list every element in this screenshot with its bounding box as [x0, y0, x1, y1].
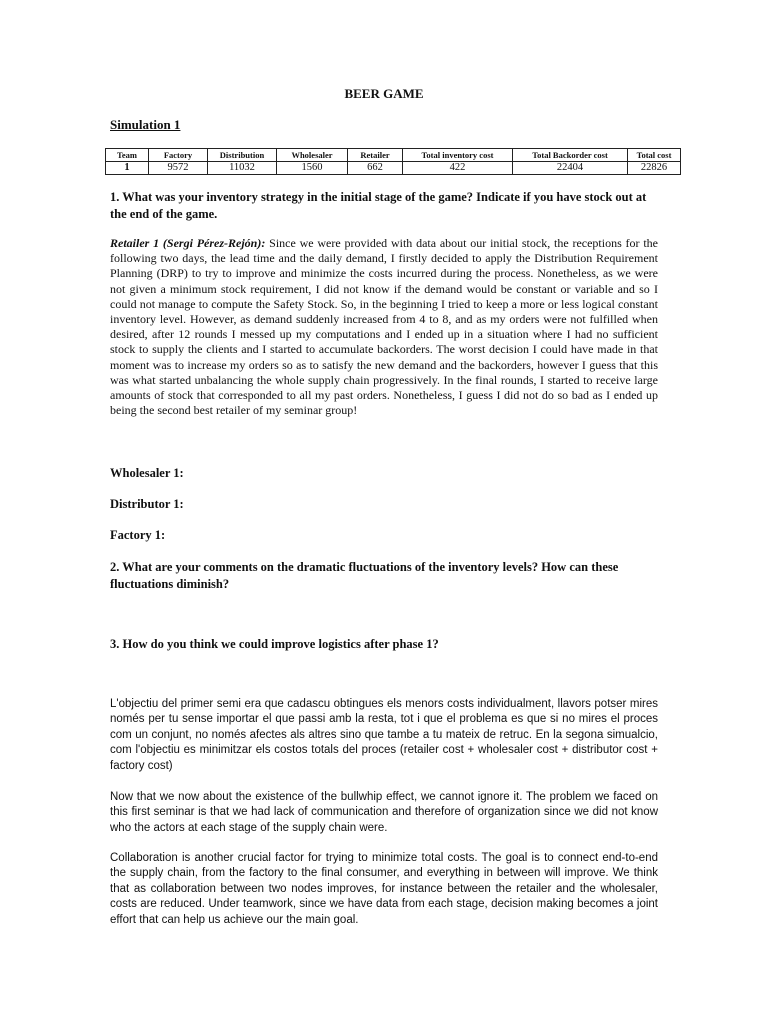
cell-retailer: 662 — [348, 162, 403, 175]
results-table — [105, 148, 681, 175]
header-distribution: Distribution — [208, 149, 277, 162]
header-total-cost: Total cost — [628, 149, 681, 162]
simulation-heading: Simulation 1 — [110, 117, 181, 132]
factory-label: Factory 1: — [110, 528, 166, 542]
document-title: BEER GAME — [344, 86, 424, 101]
question-1: 1. What was your inventory strategy in the initial stage of the game? Indicate if you have stock out at the end of the game. — [110, 190, 647, 221]
table-header-row — [106, 149, 681, 162]
question-3: 3. How do you think we could improve logistics after phase 1? — [110, 637, 439, 651]
paragraph-catalan: L'objectiu del primer semi era que cadascu obtingues els menors costs individualment, llavors potser mires només per tu sense importar el que passi amb la resta, tot i que el problema es que si no mires el proces com un conjunt, no només afectes als altres sino que tambe a tu mateix de retruc. En la segona simualcio, com l'objectiu es minimitzar els costos totals del proces (retailer cost + wholesaler cost + distributor cost + factory cost) — [110, 698, 658, 772]
retailer-answer — [110, 236, 658, 418]
cell-factory: 9572 — [149, 162, 208, 175]
header-wholesaler: Wholesaler — [277, 149, 348, 162]
retailer-text: Since we were provided with data about our initial stock, the receptions for the following two days, the lead time and the daily demand, I firstly decided to apply the Distribution Requirement Planning (DRP) to try to improve and minimize the costs incurred during the process. Nonetheless, as we were not given a minimum stock requirement, I did not know if the demand would be constant or variable and so I could not manage to compute the Safety Stock. So, in the beginning I tried to keep a more or less logical constant inventory level. However, as demand suddenly increased from 4 to 8, and as my orders were not fulfilled when desired, after 12 rounds I messed up my computations and I ended up in a situation where I had no sufficient stock to supply the clients and I started to accumulate backorders. The worst decision I could have made in that moment was to increase my orders so as to satisfy the new demand and the backorders, however I guess that this was what started unbalancing the whole supply chain progressively. In the final rounds, I started to receive large amounts of stock that corresponded to all my past orders. Nonetheless, I guess I did not do so bad as I ended up being the second best retailer of my seminar group! — [110, 236, 658, 418]
cell-distribution: 11032 — [208, 162, 277, 175]
table-row — [106, 162, 681, 175]
cell-total-cost: 22826 — [628, 162, 681, 175]
paragraph-bullwhip: Now that we now about the existence of the bullwhip effect, we cannot ignore it. The problem we faced on this first seminar is that we had lack of communication and therefore of organization since we did not know who the actors at each stage of the supply chain were. — [110, 791, 658, 834]
wholesaler-label: Wholesaler 1: — [110, 466, 184, 480]
header-total-inventory-cost: Total inventory cost — [403, 149, 513, 162]
header-team: Team — [106, 149, 149, 162]
cell-wholesaler: 1560 — [277, 162, 348, 175]
header-factory: Factory — [149, 149, 208, 162]
cell-total-inventory-cost: 422 — [403, 162, 513, 175]
distributor-label: Distributor 1: — [110, 497, 184, 511]
retailer-label: Retailer 1 (Sergi Pérez-Rejón): — [110, 236, 266, 250]
cell-total-backorder-cost: 22404 — [513, 162, 628, 175]
paragraph-collaboration: Collaboration is another crucial factor for trying to minimize total costs. The goal is to connect end-to-end the supply chain, from the factory to the final consumer, and everything in between will improve. We think that as collaboration between two nodes improves, for instance between the retailer and the wholesaler, costs are reduced. Under teamwork, since we have data from each stage, decision making becomes a joint effort that can help us achieve our the main goal. — [110, 852, 658, 926]
header-total-backorder-cost: Total Backorder cost — [513, 149, 628, 162]
question-2: 2. What are your comments on the dramatic fluctuations of the inventory levels? How can these fluctuations diminish? — [110, 560, 619, 591]
header-retailer: Retailer — [348, 149, 403, 162]
cell-team: 1 — [106, 162, 149, 175]
